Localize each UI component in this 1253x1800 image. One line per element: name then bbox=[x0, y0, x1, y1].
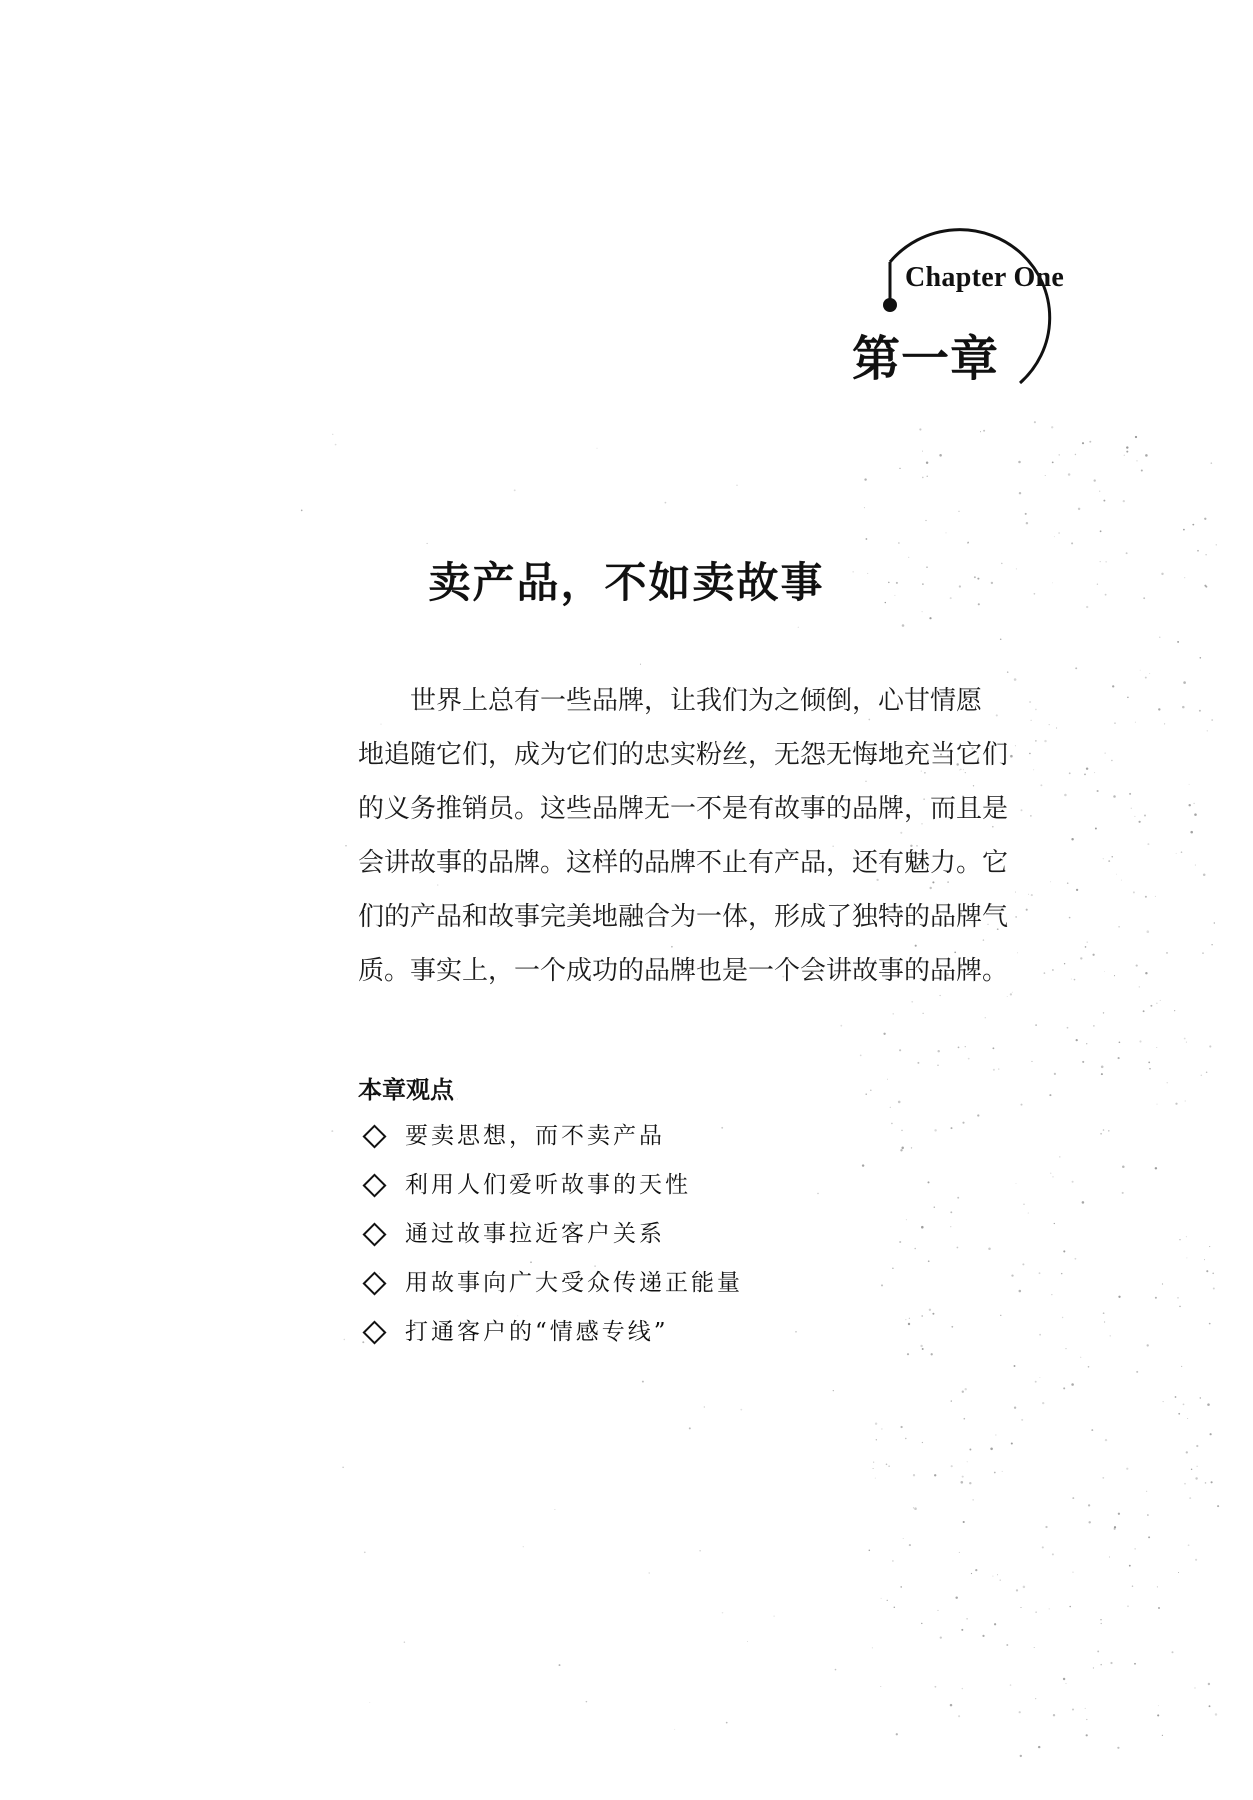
intro-line: 会讲故事的品牌。这样的品牌不止有产品，还有魅力。它 bbox=[358, 848, 1009, 878]
intro-line: 们的产品和故事完美地融合为一体，形成了独特的品牌气 bbox=[358, 902, 1009, 932]
viewpoint-text: 通过故事拉近客户关系 bbox=[405, 1221, 665, 1247]
intro-line: 地追随它们，成为它们的忠实粉丝，无怨无悔地充当它们 bbox=[358, 740, 1009, 770]
intro-line: 的义务推销员。这些品牌无一不是有故事的品牌，而且是 bbox=[358, 794, 1009, 824]
viewpoint-text: 要卖思想，而不卖产品 bbox=[405, 1123, 665, 1149]
diamond-bullet-icon bbox=[362, 1222, 386, 1246]
intro-line: 质。事实上，一个成功的品牌也是一个会讲故事的品牌。 bbox=[358, 956, 1009, 986]
diamond-bullet-icon bbox=[362, 1271, 386, 1295]
list-item bbox=[362, 1308, 743, 1357]
diamond-bullet-icon bbox=[362, 1320, 386, 1344]
diamond-bullet-icon bbox=[362, 1124, 386, 1148]
chapter-label-en: Chapter One bbox=[905, 262, 1065, 293]
list-item bbox=[362, 1161, 743, 1210]
viewpoint-text: 打通客户的“情感专线” bbox=[405, 1319, 669, 1345]
chapter-title: 卖产品，不如卖故事 bbox=[428, 558, 825, 607]
diamond-bullet-icon bbox=[362, 1173, 386, 1197]
intro-line: 世界上总有一些品牌，让我们为之倾倒，心甘情愿 bbox=[410, 686, 983, 716]
viewpoints-heading: 本章观点 bbox=[358, 1076, 454, 1104]
viewpoint-text: 利用人们爱听故事的天性 bbox=[405, 1172, 691, 1198]
list-item bbox=[362, 1210, 743, 1259]
list-item bbox=[362, 1112, 743, 1161]
viewpoint-text: 用故事向广大受众传递正能量 bbox=[405, 1270, 743, 1296]
intro-paragraph bbox=[358, 674, 1034, 998]
list-item bbox=[362, 1259, 743, 1308]
chapter-label-cn: 第一章 bbox=[852, 331, 1000, 387]
viewpoints-list bbox=[362, 1112, 743, 1357]
